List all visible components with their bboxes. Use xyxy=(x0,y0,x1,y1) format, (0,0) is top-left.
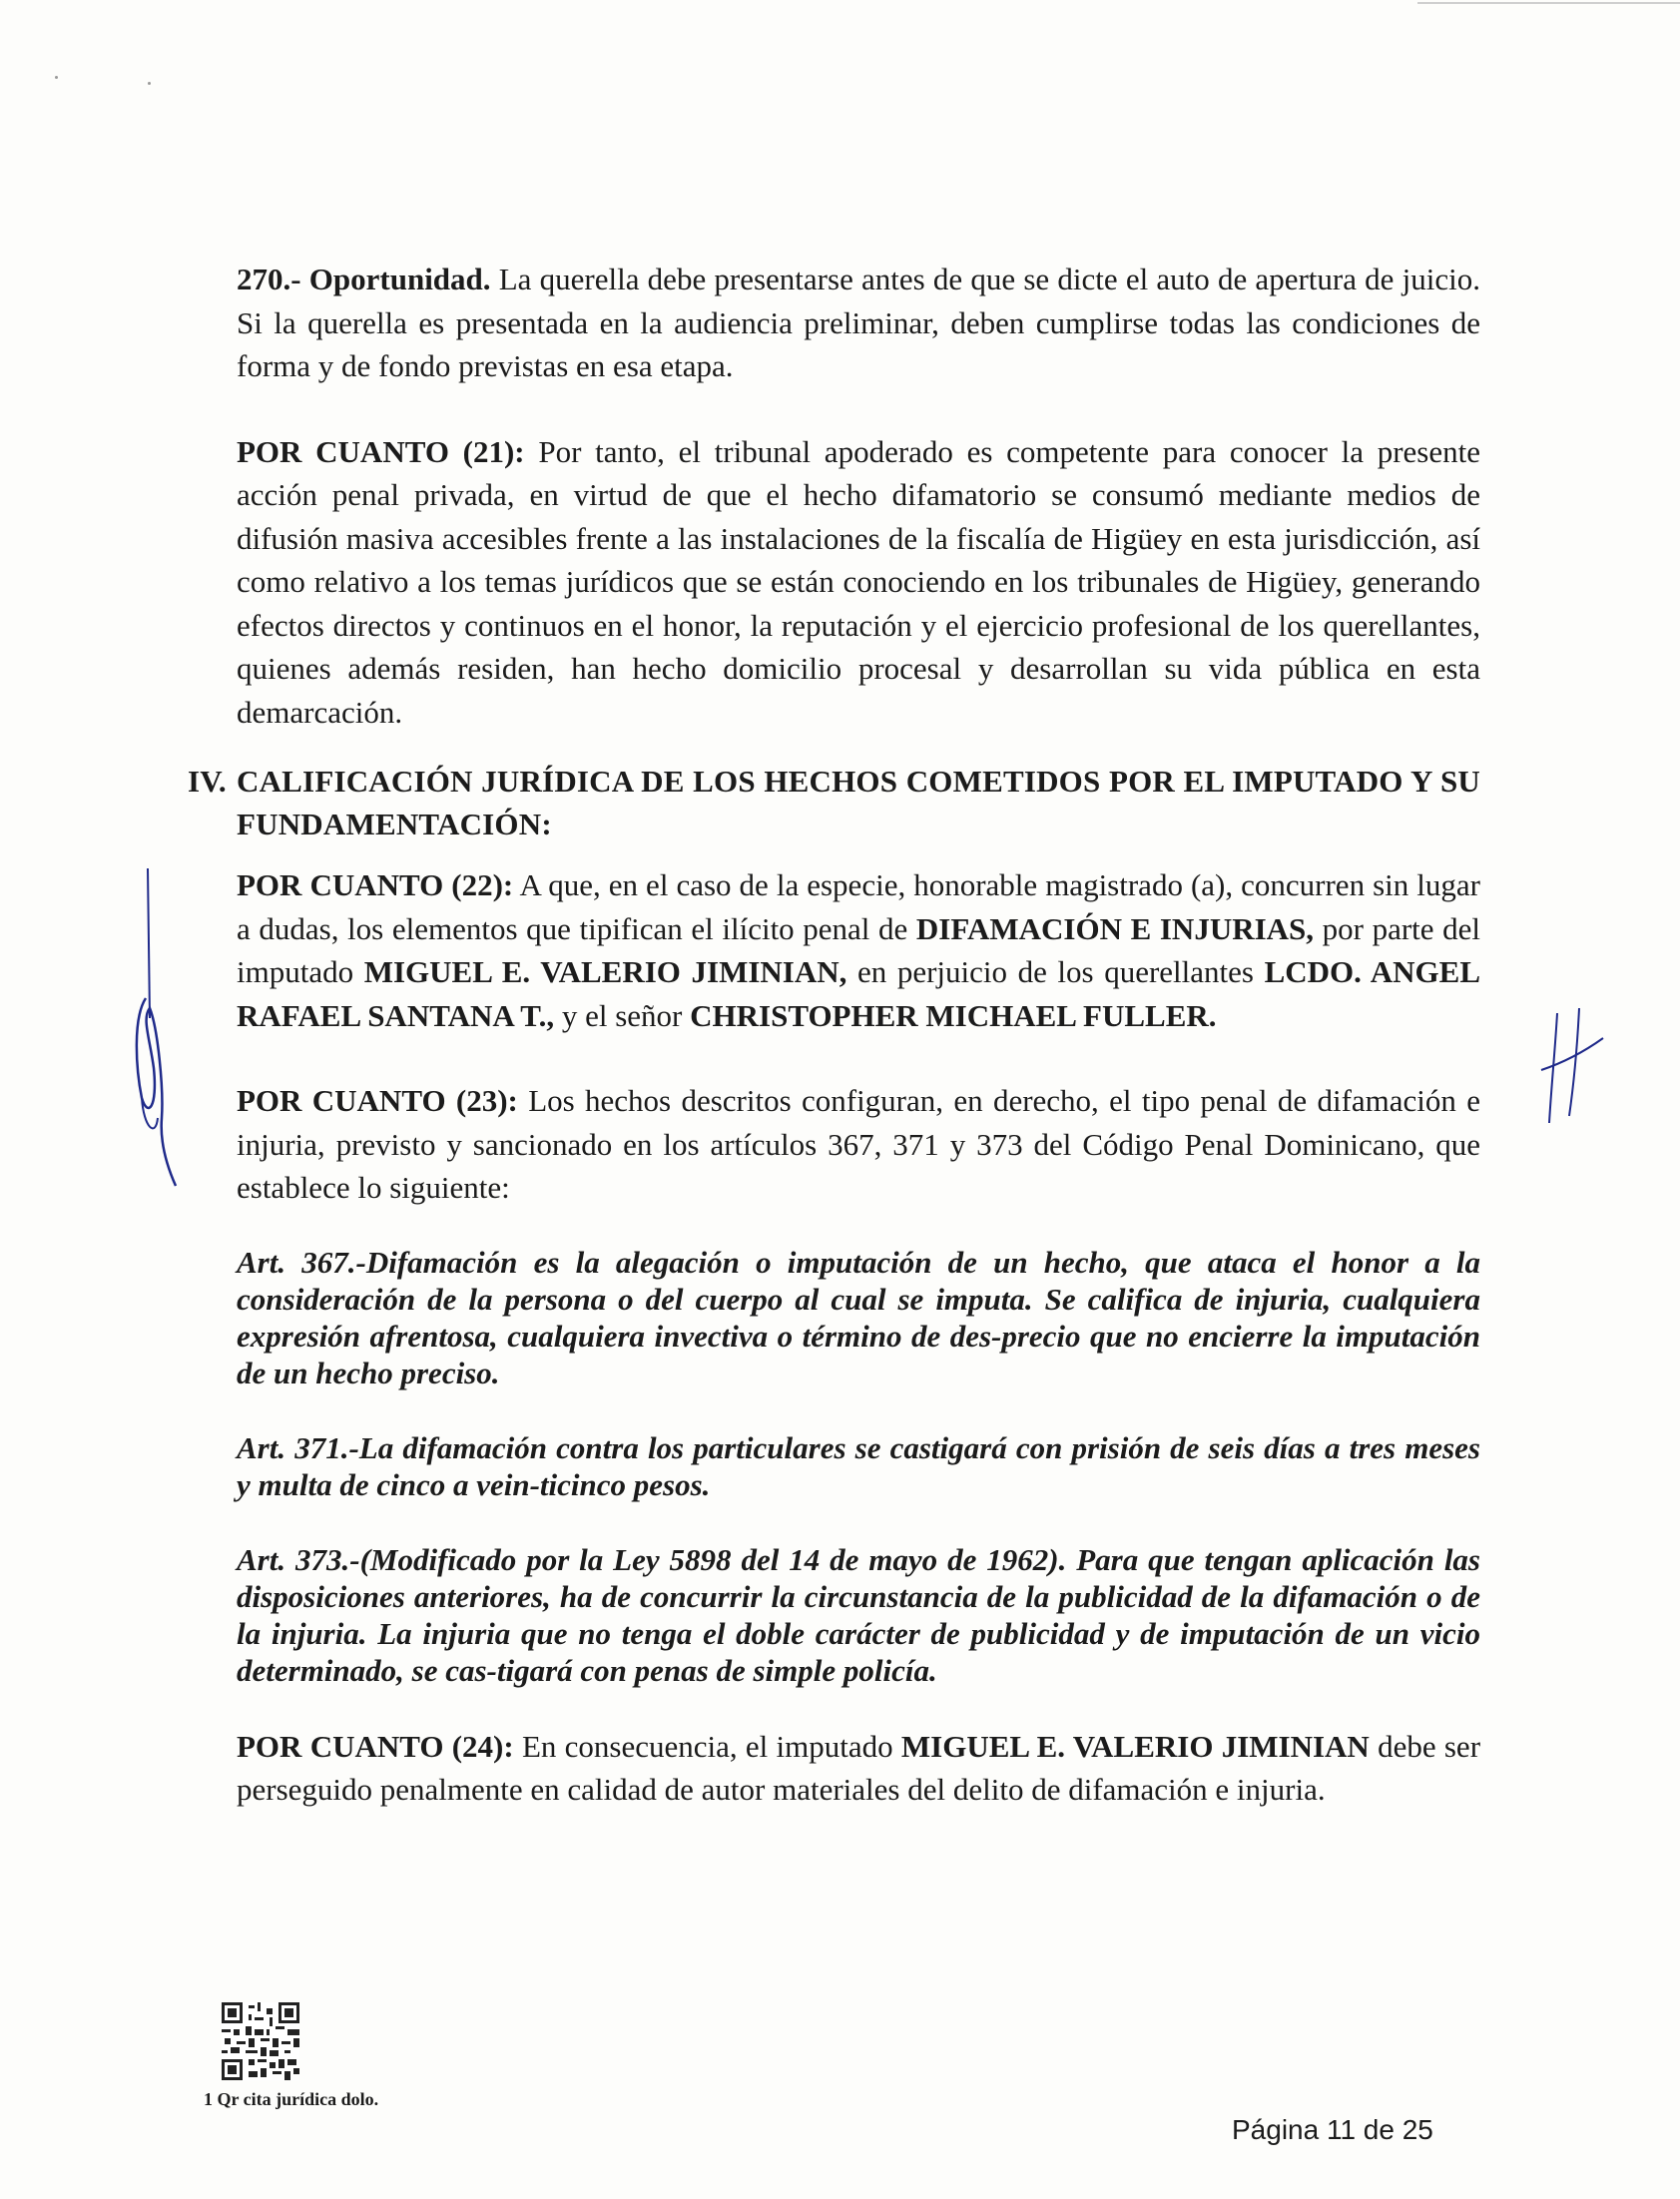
paragraph-por-cuanto-23 xyxy=(237,1079,1480,1210)
paragraph-label: POR CUANTO (22): xyxy=(237,867,514,902)
footnote: 1 Qr cita jurídica dolo. xyxy=(204,2089,379,2109)
paragraph-text: por parte del imputado xyxy=(237,910,1481,989)
paragraph-text: A que, en el caso de la especie, honorable magistrado (a), concurren sin lugar a dudas, los elementos que tipifican el ilícito penal de xyxy=(237,867,1480,946)
margin-initials-right xyxy=(1537,1008,1607,1128)
paragraph-label: 270.- Oportunidad. xyxy=(237,262,491,296)
margin-signature-left xyxy=(128,868,188,1188)
paragraph-label: POR CUANTO (24): xyxy=(237,1728,514,1764)
scan-speck xyxy=(148,82,151,85)
section-heading-iv xyxy=(188,760,1480,845)
paragraph-por-cuanto-24 xyxy=(237,1725,1480,1812)
paragraph-text: En consecuencia, el imputado xyxy=(521,1728,893,1764)
paragraph-label: POR CUANTO (23): xyxy=(237,1083,518,1118)
paragraph-text: debe ser perseguido penalmente en calidad de autor materiales del delito de difamación e injuria. xyxy=(237,1728,1481,1807)
scan-edge-line xyxy=(1417,2,1680,4)
document-body xyxy=(188,258,1481,1854)
paragraph-por-cuanto-21 xyxy=(237,430,1480,735)
paragraph-text: Por tanto, el tribunal apoderado es competente para conocer la presente acción penal privada, en virtud de que el hecho difamatorio se consumó mediante medios de difusión masiva accesibles frente a las instalaciones de la fiscalía de Higüey en esta jurisdicción, así como relativo a los temas jurídicos que se están conociendo en los tribunales de Higüey, generando efectos directos y continuos en el honor, la reputación y el ejercicio profesional de los querellantes, quienes además residen, han hecho domicilio procesal y desarrollan su vida pública en esta demarcación. xyxy=(237,433,1481,730)
paragraph-270 xyxy=(237,258,1480,388)
plaintiff-name: CHRISTOPHER MICHAEL FULLER. xyxy=(690,997,1217,1033)
paragraph-text: La querella debe presentarse antes de que se dicte el auto de apertura de juicio. Si la querella es presentada en la audiencia preliminar, deben cumplirse todas las condiciones de forma y de fondo previstas en esa etapa. xyxy=(237,262,1480,383)
article-367: Art. 367.-Difamación es la alegación o imputación de un hecho, que ataca el honor a la consideración de la persona o del cuerpo al cual se imputa. Se califica de injuria, cualquiera expresión afrentosa, cualquiera invectiva o término de des-precio que no encierre la imputación de un hecho preciso. xyxy=(237,1244,1480,1390)
plaintiff-name: LCDO. ANGEL RAFAEL SANTANA T., xyxy=(237,954,1480,1033)
accused-name: MIGUEL E. VALERIO JIMINIAN, xyxy=(363,954,847,989)
paragraph-por-cuanto-22 xyxy=(237,863,1480,1037)
paragraph-text: en perjuicio de los querellantes xyxy=(856,954,1254,989)
scan-speck xyxy=(55,76,58,79)
page-number: Página 11 de 25 xyxy=(1232,2114,1433,2145)
section-number: IV. xyxy=(188,764,227,799)
accused-name: MIGUEL E. VALERIO JIMINIAN xyxy=(900,1728,1370,1764)
paragraph-text: Los hechos descritos configuran, en derecho, el tipo penal de difamación e injuria, previsto y sancionado en los artículos 367, 371 y 373 del Código Penal Dominicano, que establece lo siguiente: xyxy=(237,1083,1481,1205)
section-title: CALIFICACIÓN JURÍDICA DE LOS HECHOS COMETIDOS POR EL IMPUTADO Y SU FUNDAMENTACIÓN: xyxy=(237,764,1480,841)
paragraph-text: y el señor xyxy=(561,997,683,1033)
paragraph-label: POR CUANTO (21): xyxy=(237,433,525,469)
article-373: Art. 373.-(Modificado por la Ley 5898 del 14 de mayo de 1962). Para que tengan aplicación las disposiciones anteriores, ha de concurrir la circunstancia de la publicidad de la difamación o de la injuria. La injuria que no tenga el doble carácter de publicidad y de imputación de un vicio determinado, se cas-tigará con penas de simple policía. xyxy=(237,1541,1480,1688)
qr-code-icon xyxy=(222,2002,299,2080)
crime-name: DIFAMACIÓN E INJURIAS, xyxy=(915,910,1315,946)
article-371: Art. 371.-La difamación contra los particulares se castigará con prisión de seis días a tres meses y multa de cinco a vein-ticinco pesos. xyxy=(237,1429,1480,1502)
